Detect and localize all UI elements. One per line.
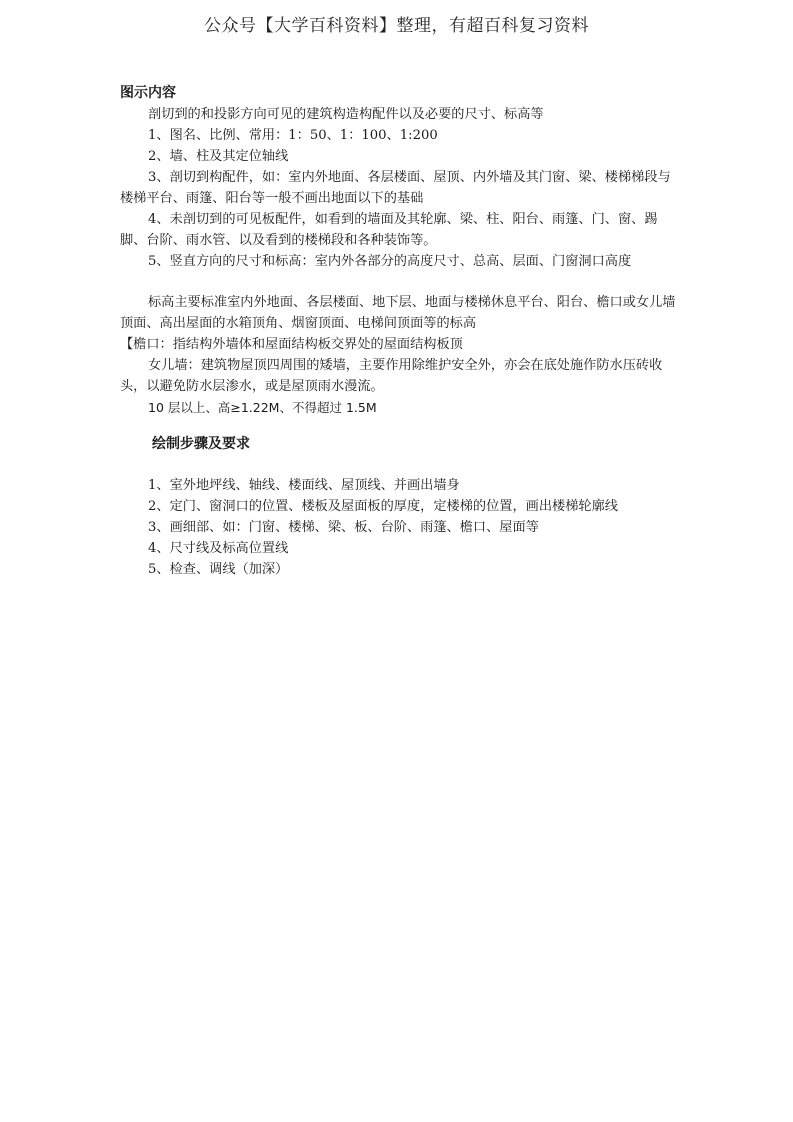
steps-list <box>120 475 680 580</box>
list-item: 4、未剖切到的可见板配件，如看到的墙面及其轮廓、梁、柱、阳台、雨篷、门、窗、踢脚、台阶、雨水管、以及看到的楼梯段和各种装饰等。 <box>120 212 658 248</box>
spacer <box>120 455 680 475</box>
eave-note: 【檐口：指结构外墙体和屋面结构板交界处的屋面结构板顶 <box>120 337 463 352</box>
height-note: 10 层以上、高≥1.22M、不得超过 1.5M <box>148 400 377 415</box>
step-item: 5、检查、调线（加深） <box>148 562 289 577</box>
step-item: 4、尺寸线及标高位置线 <box>148 541 289 556</box>
section-intro: 剖切到的和投影方向可见的建筑构造构配件以及必要的尺寸、标高等 <box>148 107 544 122</box>
section-title-diagram-content: 图示内容 <box>120 85 176 101</box>
step-item: 3、画细部、如：门窗、楼梯、梁、板、台阶、雨篷、檐口、屋面等 <box>148 520 539 535</box>
list-item: 5、竖直方向的尺寸和标高：室内外各部分的高度尺寸、总高、层面、门窗洞口高度 <box>148 254 632 269</box>
page-header: 公众号【大学百科资料】整理，有超百科复习资料 <box>204 16 589 36</box>
parapet-note: 女儿墙：建筑物屋顶四周围的矮墙，主要作用除维护安全外，亦会在底处施作防水压砖收头，以避免防水层渗水，或是屋顶雨水漫流。 <box>120 358 663 394</box>
spacer <box>120 272 680 292</box>
list-item: 1、图名、比例、常用：1：50、1：100、1:200 <box>148 128 438 143</box>
list-item: 3、剖切到构配件，如：室内外地面、各层楼面、屋顶、内外墙及其门窗、梁、楼梯梯段与楼梯平台、雨篷、阳台等一般不画出地面以下的基础 <box>120 170 671 206</box>
step-item: 1、室外地坪线、轴线、楼面线、屋顶线、并画出墙身 <box>148 478 460 493</box>
elevation-note: 标高主要标准室内外地面、各层楼面、地下层、地面与楼梯休息平台、阳台、檐口或女儿墙顶面、高出屋面的水箱顶角、烟窗顶面、电梯间顶面等的标高 <box>120 295 676 331</box>
document-body <box>120 82 680 580</box>
section-title-drawing-steps: 绘制步骤及要求 <box>152 436 250 452</box>
list-item: 2、墙、柱及其定位轴线 <box>148 149 289 164</box>
step-item: 2、定门、窗洞口的位置、楼板及屋面板的厚度，定楼梯的位置，画出楼梯轮廓线 <box>148 499 618 514</box>
